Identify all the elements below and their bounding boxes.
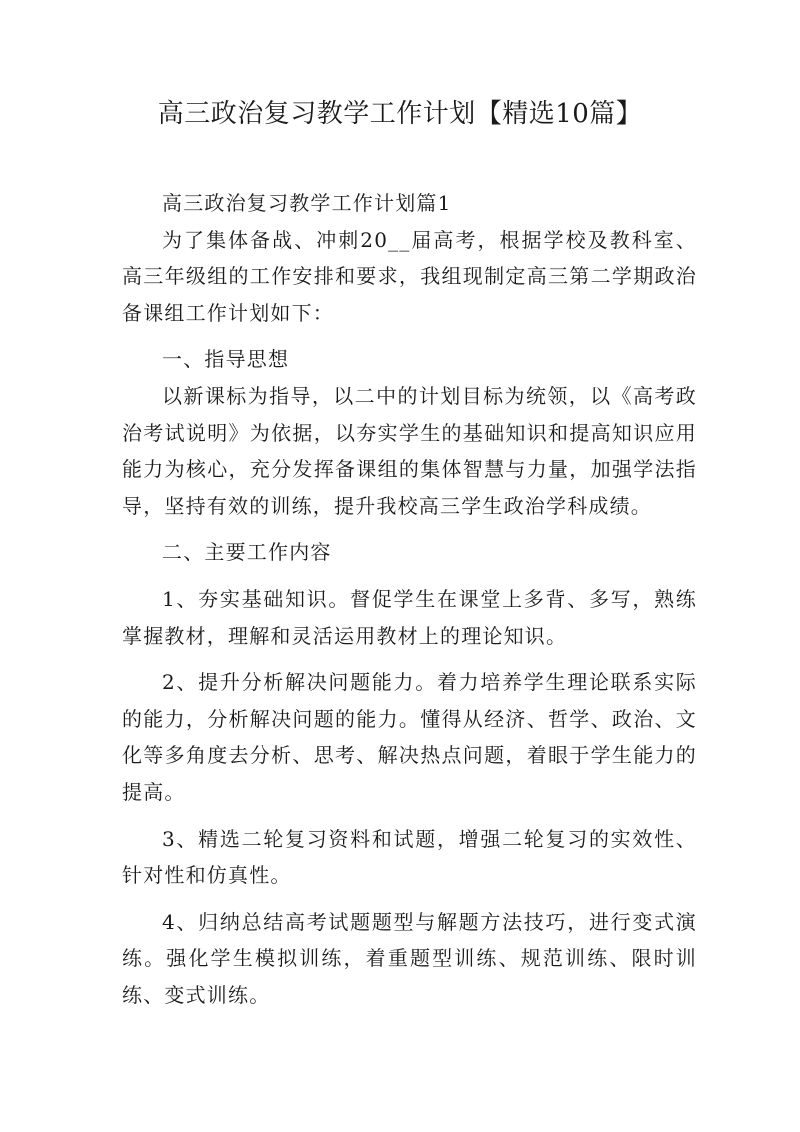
work-item: 4、归纳总结高考试题题型与解题方法技巧，进行变式演练。强化学生模拟训练，着重题型训练、规范训练、限时训练、变式训练。: [122, 909, 697, 1007]
work-item: 1、夯实基础知识。督促学生在课堂上多背、多写，熟练掌握教材，理解和灵活运用教材上的理论知识。: [122, 586, 697, 648]
document-title: 高三政治复习教学工作计划【精选10篇】: [157, 99, 643, 129]
section-title: 高三政治复习教学工作计划篇1: [162, 191, 452, 215]
document-body: [122, 185, 697, 1013]
work-item: 3、精选二轮复习资料和试题，增强二轮复习的实效性、针对性和仿真性。: [122, 826, 697, 888]
heading-guiding-ideology: 一、指导思想: [162, 347, 290, 372]
intro-paragraph: 为了集体备战、冲刺20__届高考，根据学校及教科室、高三年级组的工作安排和要求，我组现制定高三第二学期政治备课组工作计划如下：: [122, 227, 697, 325]
work-item: 2、提升分析解决问题能力。着力培养学生理论联系实际的能力，分析解决问题的能力。懂得从经济、哲学、政治、文化等多角度去分析、思考、解决热点问题，着眼于学生能力的提高。: [122, 670, 697, 804]
heading-main-work: 二、主要工作内容: [162, 540, 332, 565]
guiding-ideology-paragraph: 以新课标为指导，以二中的计划目标为统领，以《高考政治考试说明》为依据，以夯实学生的基础知识和提高知识应用能力为核心，充分发挥备课组的集体智慧与力量，加强学法指导，坚持有效的训练，提升我校高三学生政治学科成绩。: [122, 383, 697, 518]
